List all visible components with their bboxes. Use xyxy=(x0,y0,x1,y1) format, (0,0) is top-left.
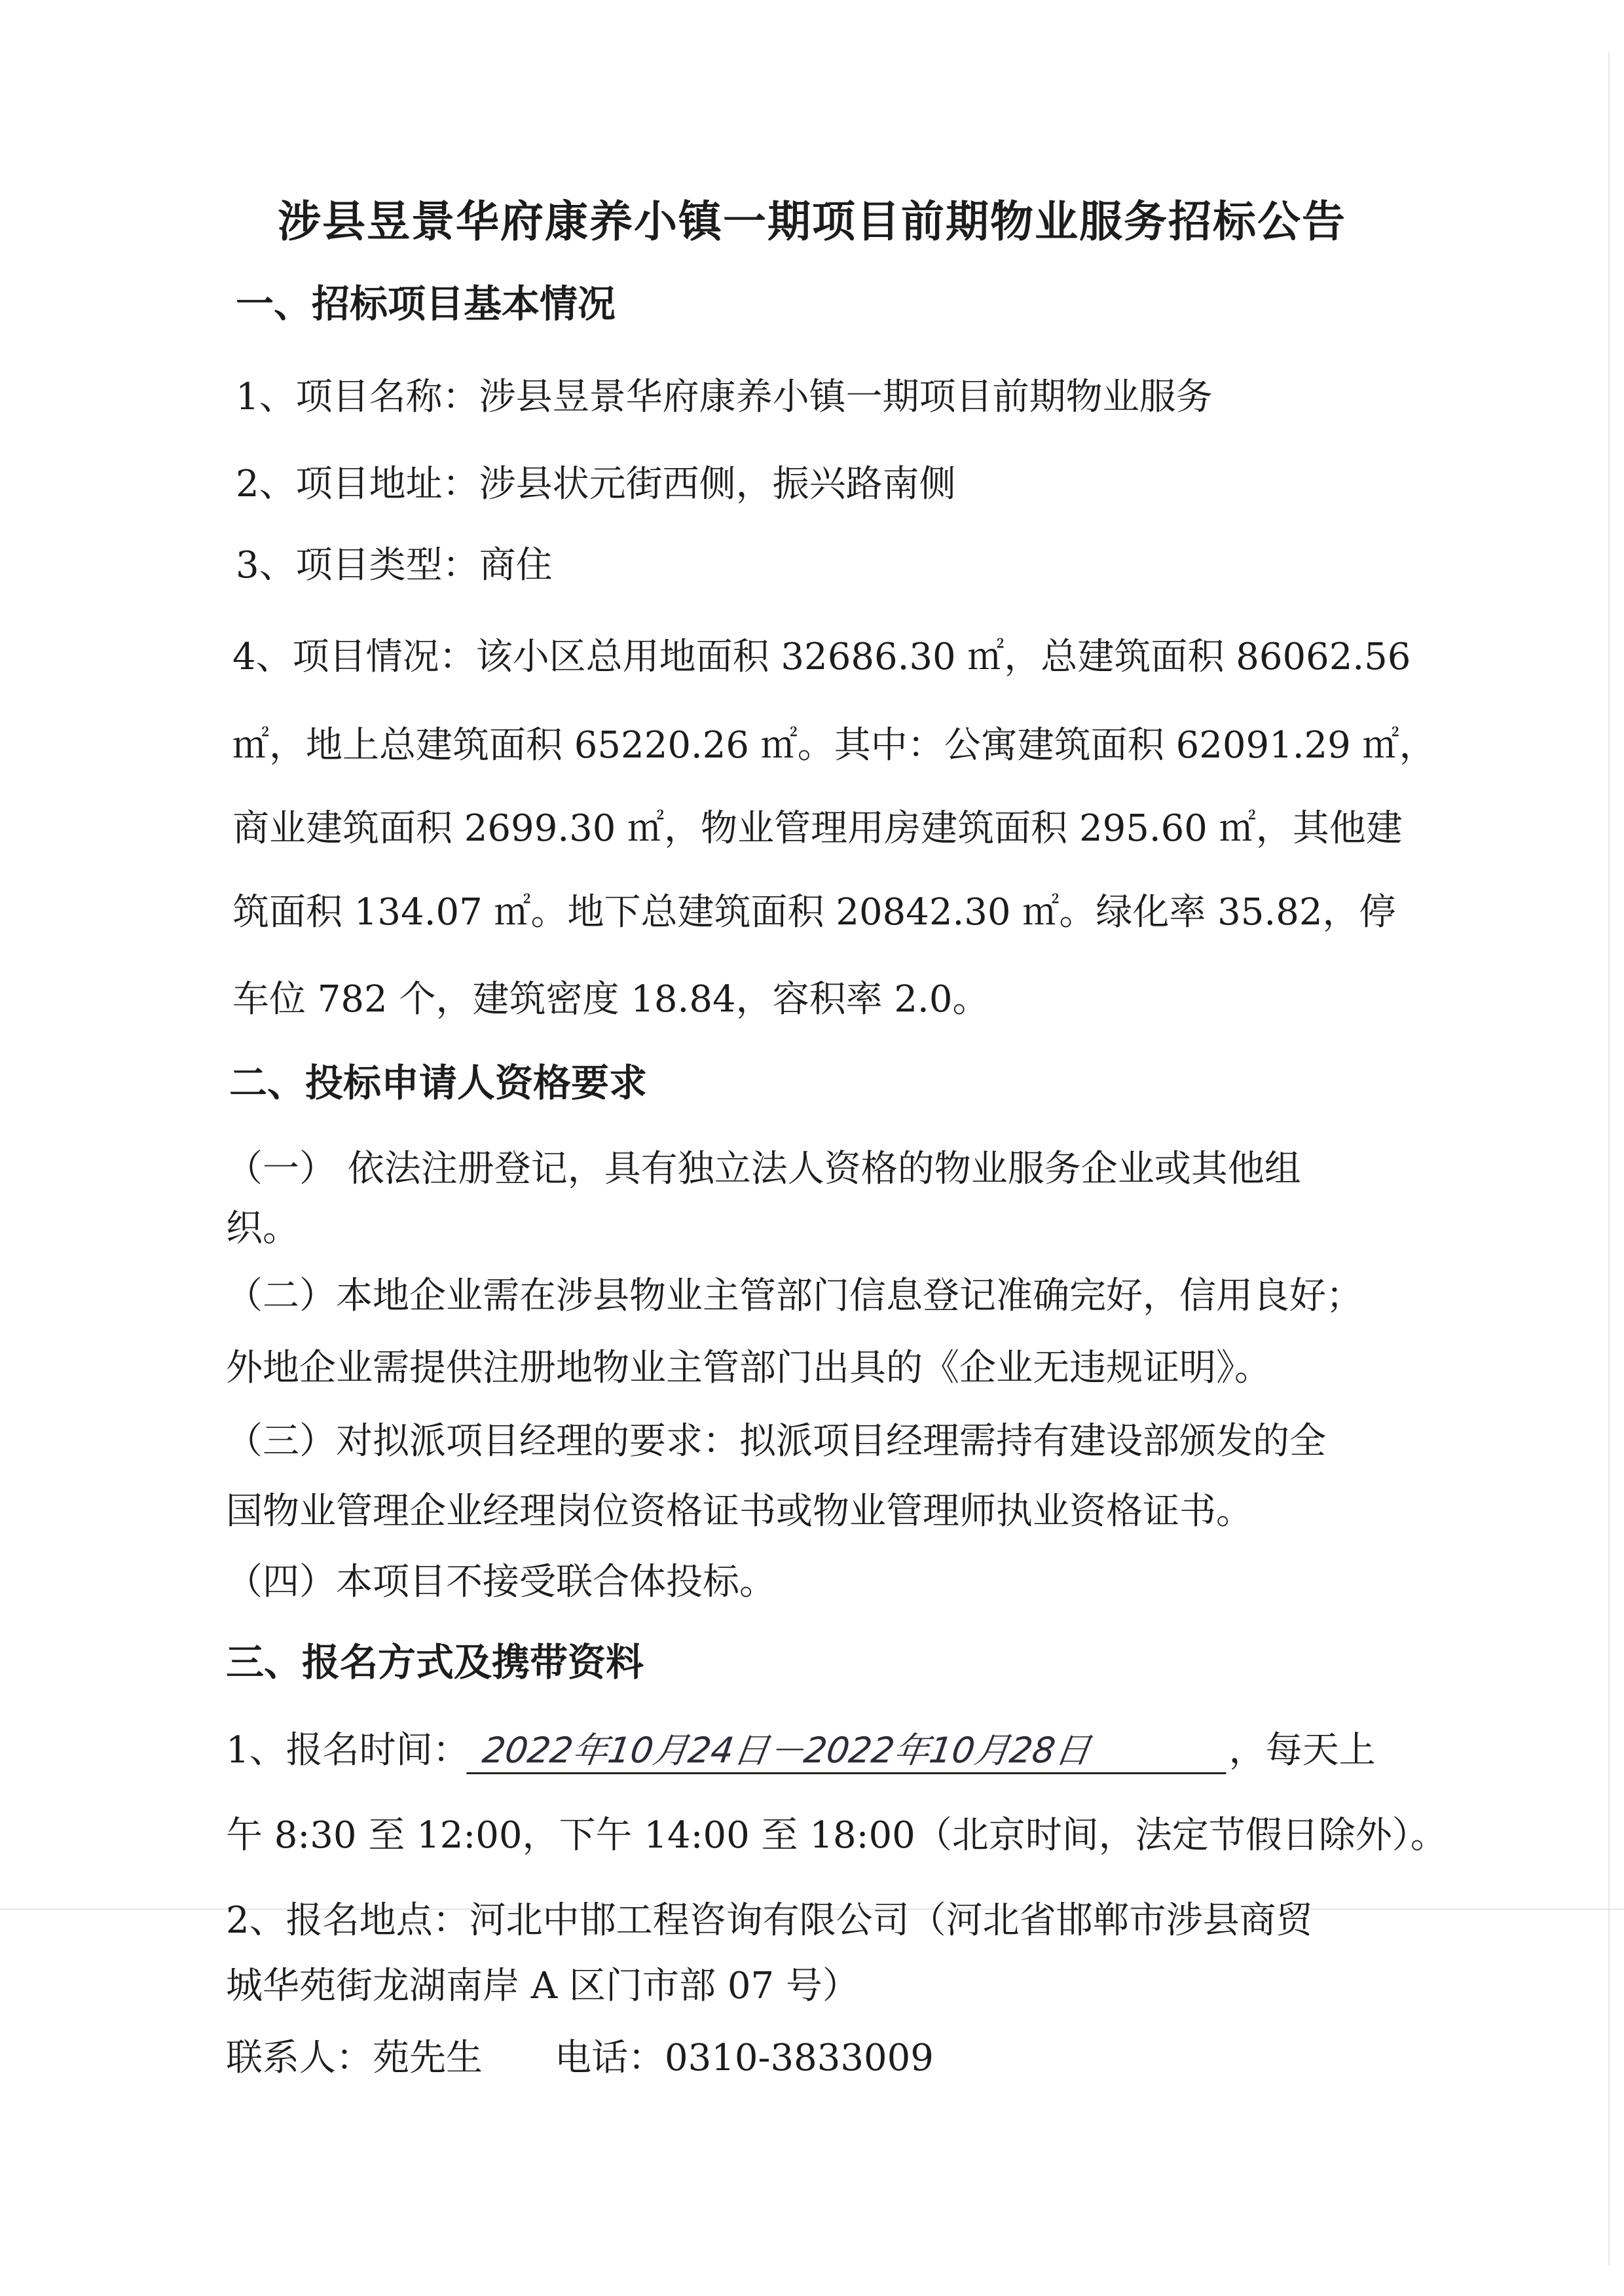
section1-item4-line2: ㎡，地上总建筑面积 65220.26 ㎡。其中：公寓建筑面积 62091.29 ㎡， xyxy=(232,724,1436,767)
section3-heading: 三、报名方式及携带资料 xyxy=(226,1640,644,1685)
section2-p4: （四）本项目不接受联合体投标。 xyxy=(226,1561,776,1603)
registration-place-line2: 城华苑街龙湖南岸 A 区门市部 07 号） xyxy=(226,1965,859,2007)
section1-heading: 一、招标项目基本情况 xyxy=(236,282,616,326)
contact-phone: 电话：0310-3833009 xyxy=(555,2037,934,2079)
section2-p2-line1: （二）本地企业需在涉县物业主管部门信息登记准确完好，信用良好； xyxy=(226,1275,1363,1317)
registration-time-line2: 午 8:30 至 12:00，下午 14:00 至 18:00（北京时间，法定节假日除外）。 xyxy=(226,1814,1447,1857)
section2-p3-line1: （三）对拟派项目经理的要求：拟派项目经理需持有建设部颁发的全 xyxy=(226,1420,1326,1463)
section1-item2: 2、项目地址：涉县状元街西侧，振兴路南侧 xyxy=(236,463,956,505)
section1-item1: 1、项目名称：涉县昱景华府康养小镇一期项目前期物业服务 xyxy=(236,376,1213,418)
section2-p3-line2: 国物业管理企业经理岗位资格证书或物业管理师执业资格证书。 xyxy=(226,1490,1253,1533)
section1-item3: 3、项目类型：商住 xyxy=(236,544,553,587)
scan-artifact-edge xyxy=(1608,52,1610,2265)
section1-item4-line5: 车位 782 个，建筑密度 18.84，容积率 2.0。 xyxy=(232,978,989,1021)
registration-time-suffix: ，每天上 xyxy=(1228,1729,1376,1772)
contact-person: 联系人：苑先生 xyxy=(226,2037,483,2079)
registration-place-line1: 2、报名地点：河北中邯工程咨询有限公司（河北省邯郸市涉县商贸 xyxy=(226,1899,1313,1942)
section2-p2-line2: 外地企业需提供注册地物业主管部门出具的《企业无违规证明》。 xyxy=(226,1347,1271,1389)
registration-time-label: 1、报名时间： xyxy=(226,1729,470,1772)
section2-p1-line1: （一） 依法注册登记，具有独立法人资格的物业服务企业或其他组 xyxy=(226,1148,1301,1190)
section1-item4-line1: 4、项目情况：该小区总用地面积 32686.30 ㎡，总建筑面积 86062.56 xyxy=(232,636,1411,678)
section1-item4-line4: 筑面积 134.07 ㎡。地下总建筑面积 20842.30 ㎡。绿化率 35.82，停 xyxy=(232,891,1396,934)
section1-item4-line3: 商业建筑面积 2699.30 ㎡，物业管理用房建筑面积 295.60 ㎡，其他建 xyxy=(232,807,1403,850)
registration-time-handwritten: 2022年10月24日－2022年10月28日 xyxy=(466,1730,1232,1774)
contact-row xyxy=(226,2036,934,2080)
section2-p1-line2: 织。 xyxy=(226,1207,299,1250)
page-title: 涉县昱景华府康养小镇一期项目前期物业服务招标公告 xyxy=(278,196,1346,247)
registration-time-row xyxy=(226,1728,1376,1774)
section2-heading: 二、投标申请人资格要求 xyxy=(229,1061,648,1105)
